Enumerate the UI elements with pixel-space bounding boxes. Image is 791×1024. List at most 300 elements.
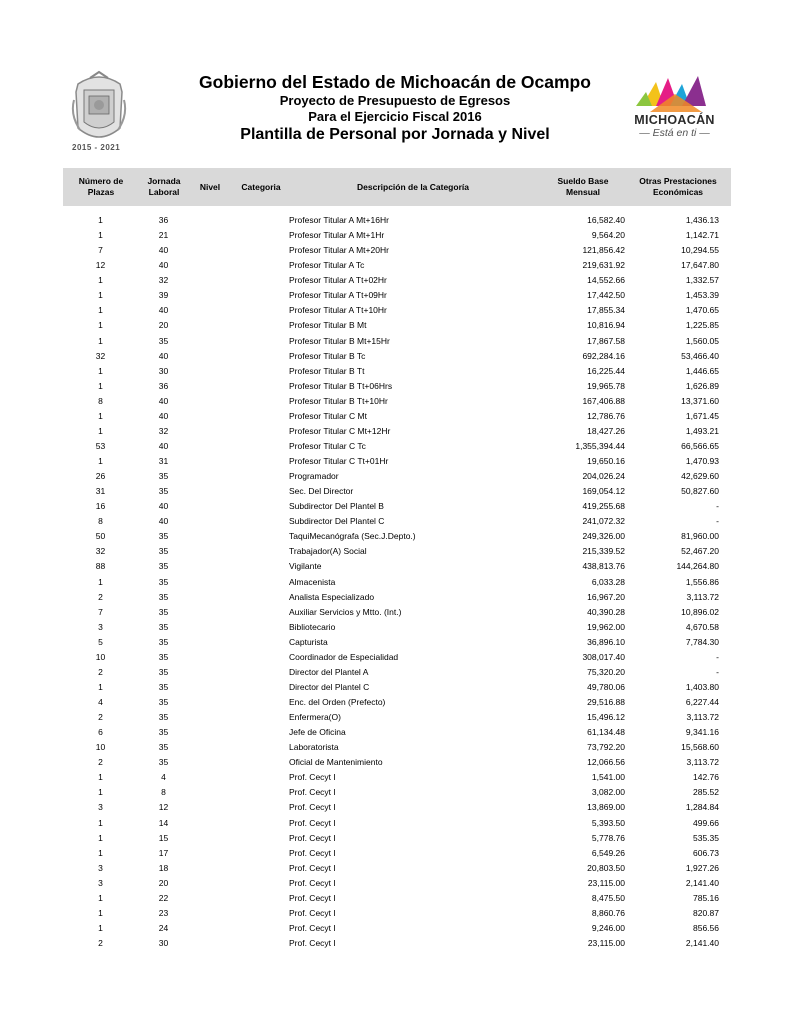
- column-header-otras: Otras Prestaciones Económicas: [639, 176, 717, 197]
- cell-sueldo: 18,427.26: [587, 425, 625, 436]
- cell-sueldo: 308,017.40: [582, 651, 625, 662]
- cell-otras: 2,141.40: [685, 877, 719, 888]
- cell-plazas: 1: [98, 456, 103, 466]
- cell-otras: 785.16: [693, 892, 719, 903]
- table-row: [63, 499, 731, 514]
- cell-plazas: 3: [98, 802, 103, 813]
- cell-plazas: 1: [98, 892, 103, 903]
- column-header-jornada: Jornada Laboral: [147, 176, 181, 197]
- cell-descripcion: Capturista: [289, 636, 328, 647]
- cell-jornada: 35: [158, 606, 169, 617]
- cell-plazas: 1: [98, 275, 103, 286]
- cell-jornada: 35: [158, 636, 169, 647]
- cell-plazas: 8: [98, 516, 103, 527]
- page-subtitle: Proyecto de Presupuesto de Egresos: [279, 93, 511, 108]
- cell-jornada: 20: [158, 320, 169, 331]
- cell-sueldo: 219,631.92: [582, 260, 625, 271]
- cell-otras: 15,568.60: [681, 742, 719, 753]
- cell-sueldo: 13,869.00: [587, 802, 625, 813]
- cell-descripcion: Analista Especializado: [289, 591, 375, 602]
- cell-otras: 142.76: [693, 772, 719, 783]
- cell-plazas: 31: [95, 486, 106, 497]
- cell-descripcion: Director del Plantel A: [289, 666, 369, 677]
- cell-descripcion: Subdirector Del Plantel C: [289, 516, 385, 527]
- cell-otras: 1,927.26: [685, 862, 719, 873]
- cell-descripcion: Profesor Titular C Mt+12Hr: [289, 425, 391, 436]
- cell-otras: 1,284.84: [685, 802, 719, 813]
- cell-otras: 1,470.93: [685, 456, 719, 466]
- table-row: [63, 785, 731, 800]
- cell-descripcion: Director del Plantel C: [289, 681, 370, 692]
- table-body: [63, 213, 731, 951]
- cell-plazas: 2: [98, 591, 103, 602]
- cell-sueldo: 17,867.58: [587, 335, 625, 346]
- table-row: [63, 695, 731, 710]
- cell-sueldo: 438,813.76: [582, 561, 625, 572]
- cell-sueldo: 61,134.48: [587, 727, 625, 738]
- table-row: [63, 575, 731, 590]
- cell-otras: 50,827.60: [681, 486, 719, 497]
- cell-jornada: 35: [158, 757, 169, 768]
- cell-descripcion: Profesor Titular C Mt: [289, 410, 367, 421]
- cell-otras: 1,493.21: [685, 425, 719, 436]
- column-header-categoria: Categoria: [241, 182, 281, 192]
- cell-otras: 13,371.60: [681, 395, 719, 406]
- table-row: [63, 831, 731, 846]
- cell-jornada: 35: [158, 335, 169, 346]
- cell-descripcion: Prof. Cecyt I: [289, 802, 336, 813]
- cell-plazas: 6: [98, 727, 103, 738]
- cell-jornada: 35: [158, 621, 169, 632]
- cell-jornada: 36: [158, 380, 169, 391]
- cell-descripcion: Profesor Titular B Mt: [289, 320, 367, 331]
- table-row: [63, 559, 731, 574]
- cell-otras: 285.52: [693, 787, 719, 798]
- cell-sueldo: 36,896.10: [587, 636, 625, 647]
- cell-plazas: 3: [98, 877, 103, 888]
- cell-descripcion: Profesor Titular A Tc: [289, 260, 365, 271]
- cell-descripcion: Prof. Cecyt I: [289, 772, 336, 783]
- cell-jornada: 14: [158, 817, 169, 828]
- cell-jornada: 40: [158, 350, 169, 361]
- cell-jornada: 35: [158, 471, 169, 482]
- cell-plazas: 1: [98, 832, 103, 843]
- cell-plazas: 1: [98, 380, 103, 391]
- table-row: [63, 605, 731, 620]
- cell-otras: 2,141.40: [685, 938, 719, 948]
- cell-otras: 52,467.20: [681, 546, 719, 557]
- cell-descripcion: Jefe de Oficina: [289, 727, 346, 738]
- cell-descripcion: Prof. Cecyt I: [289, 938, 336, 948]
- table-row: [63, 409, 731, 424]
- cell-otras: 3,113.72: [686, 757, 719, 768]
- cell-sueldo: 15,496.12: [587, 712, 625, 723]
- cell-jornada: 39: [158, 290, 169, 301]
- cell-plazas: 3: [98, 862, 103, 873]
- cell-descripcion: Profesor Titular B Tt: [289, 365, 365, 376]
- column-header-sueldo: Sueldo Base Mensual: [557, 176, 609, 197]
- column-header-nivel: Nivel: [199, 182, 221, 192]
- cell-jornada: 35: [158, 486, 169, 497]
- cell-otras: 3,113.72: [686, 712, 719, 723]
- cell-otras: -: [716, 501, 719, 512]
- cell-sueldo: 16,582.40: [587, 215, 625, 225]
- cell-plazas: 7: [98, 606, 103, 617]
- cell-sueldo: 17,855.34: [587, 305, 625, 316]
- cell-plazas: 10: [95, 651, 106, 662]
- cell-jornada: 32: [158, 275, 169, 286]
- cell-jornada: 12: [158, 802, 169, 813]
- cell-sueldo: 167,406.88: [582, 395, 625, 406]
- table-row: [63, 529, 731, 544]
- cell-sueldo: 8,475.50: [591, 892, 625, 903]
- cell-descripcion: Prof. Cecyt I: [289, 892, 336, 903]
- cell-sueldo: 19,962.00: [587, 621, 625, 632]
- column-header-plazas: Número de Plazas: [78, 176, 124, 197]
- column-header-descripcion: Descripción de la Categoría: [357, 182, 469, 192]
- cell-descripcion: Profesor Titular A Mt+1Hr: [289, 230, 385, 241]
- cell-jornada: 21: [158, 230, 169, 241]
- cell-sueldo: 204,026.24: [582, 471, 625, 482]
- cell-descripcion: Profesor Titular A Mt+16Hr: [289, 215, 389, 225]
- cell-sueldo: 12,786.76: [587, 410, 625, 421]
- cell-sueldo: 419,255.68: [582, 501, 625, 512]
- cell-jornada: 35: [158, 666, 169, 677]
- table-row: [63, 454, 731, 469]
- cell-plazas: 1: [98, 305, 103, 316]
- table-row: [63, 846, 731, 861]
- cell-otras: 606.73: [693, 847, 719, 858]
- document-header: [180, 72, 610, 145]
- seal-years: 2015 - 2021: [72, 143, 121, 152]
- cell-otras: 1,403.80: [685, 681, 719, 692]
- cell-otras: -: [716, 666, 719, 677]
- cell-plazas: 1: [98, 335, 103, 346]
- cell-plazas: 10: [95, 742, 106, 753]
- cell-otras: 10,896.02: [681, 606, 719, 617]
- cell-sueldo: 9,246.00: [591, 922, 625, 933]
- table-row: [63, 936, 731, 951]
- cell-descripcion: Prof. Cecyt I: [289, 907, 336, 918]
- cell-plazas: 2: [98, 757, 103, 768]
- cell-plazas: 88: [95, 561, 106, 572]
- cell-sueldo: 23,115.00: [587, 938, 625, 948]
- cell-jornada: 40: [158, 305, 169, 316]
- cell-sueldo: 75,320.20: [587, 666, 625, 677]
- cell-plazas: 1: [98, 907, 103, 918]
- cell-sueldo: 29,516.88: [587, 697, 625, 707]
- cell-otras: 499.66: [693, 817, 719, 828]
- state-seal-icon: [70, 70, 128, 152]
- logo-tagline: — Está en ti —: [639, 127, 710, 139]
- cell-descripcion: Prof. Cecyt I: [289, 922, 336, 933]
- cell-otras: 42,629.60: [681, 471, 719, 482]
- cell-jornada: 32: [158, 425, 169, 436]
- cell-otras: 1,626.89: [685, 380, 719, 391]
- table-row: [63, 770, 731, 785]
- cell-jornada: 23: [158, 907, 169, 918]
- cell-jornada: 35: [158, 697, 169, 707]
- cell-otras: 1,453.39: [685, 290, 719, 301]
- cell-sueldo: 16,967.20: [587, 591, 625, 602]
- cell-jornada: 40: [158, 440, 169, 451]
- cell-otras: 17,647.80: [681, 260, 719, 271]
- cell-jornada: 35: [158, 712, 169, 723]
- cell-jornada: 40: [158, 410, 169, 421]
- table-row: [63, 334, 731, 349]
- cell-jornada: 35: [158, 531, 169, 542]
- cell-plazas: 1: [98, 817, 103, 828]
- table-row: [63, 740, 731, 755]
- cell-otras: 10,294.55: [681, 245, 719, 256]
- cell-sueldo: 6,033.28: [591, 576, 625, 587]
- cell-plazas: 1: [98, 215, 103, 225]
- table-row: [63, 800, 731, 815]
- cell-plazas: 2: [98, 666, 103, 677]
- cell-otras: 820.87: [693, 907, 719, 918]
- cell-otras: 1,470.65: [685, 305, 719, 316]
- table-row: [63, 228, 731, 243]
- table-row: [63, 303, 731, 318]
- table-row: [63, 876, 731, 891]
- report-title: Plantilla de Personal por Jornada y Nivel: [240, 126, 550, 143]
- cell-plazas: 1: [98, 681, 103, 692]
- cell-otras: 1,225.85: [685, 320, 719, 331]
- table-row: [63, 394, 731, 409]
- cell-sueldo: 17,442.50: [587, 290, 625, 301]
- cell-sueldo: 49,780.06: [587, 681, 625, 692]
- cell-sueldo: 121,856.42: [582, 245, 625, 256]
- cell-jornada: 22: [158, 892, 169, 903]
- cell-plazas: 4: [98, 697, 103, 707]
- cell-otras: 856.56: [693, 922, 719, 933]
- cell-jornada: 35: [158, 727, 169, 738]
- cell-sueldo: 249,326.00: [582, 531, 625, 542]
- cell-descripcion: Profesor Titular B Tt+10Hr: [289, 395, 388, 406]
- cell-jornada: 4: [161, 772, 166, 783]
- cell-descripcion: Enfermera(O): [289, 712, 341, 723]
- cell-plazas: 2: [98, 938, 103, 948]
- cell-sueldo: 3,082.00: [591, 787, 625, 798]
- cell-jornada: 8: [161, 787, 166, 798]
- table-row: [63, 906, 731, 921]
- cell-jornada: 30: [158, 938, 169, 948]
- table-row: [63, 680, 731, 695]
- cell-jornada: 15: [158, 832, 169, 843]
- cell-plazas: 1: [98, 365, 103, 376]
- cell-plazas: 32: [95, 546, 106, 557]
- cell-descripcion: Trabajador(A) Social: [289, 546, 367, 557]
- table-row: [63, 379, 731, 394]
- table-row: [63, 258, 731, 273]
- table-row: [63, 620, 731, 635]
- cell-descripcion: Oficial de Mantenimiento: [289, 757, 383, 768]
- cell-jornada: 35: [158, 561, 169, 572]
- cell-plazas: 1: [98, 425, 103, 436]
- cell-otras: 1,556.86: [685, 576, 719, 587]
- cell-jornada: 30: [158, 365, 169, 376]
- cell-sueldo: 215,339.52: [582, 546, 625, 557]
- cell-plazas: 1: [98, 847, 103, 858]
- cell-plazas: 1: [98, 576, 103, 587]
- table-header: [63, 168, 731, 206]
- cell-jornada: 35: [158, 651, 169, 662]
- cell-sueldo: 9,564.20: [591, 230, 625, 241]
- cell-jornada: 40: [158, 516, 169, 527]
- cell-descripcion: Prof. Cecyt I: [289, 877, 336, 888]
- table-row: [63, 349, 731, 364]
- table-row: [63, 725, 731, 740]
- cell-otras: 9,341.16: [685, 727, 719, 738]
- cell-descripcion: Profesor Titular C Tc: [289, 440, 366, 451]
- cell-jornada: 24: [158, 922, 169, 933]
- cell-sueldo: 169,054.12: [582, 486, 625, 497]
- cell-plazas: 1: [98, 787, 103, 798]
- cell-otras: 6,227.44: [685, 697, 719, 707]
- cell-plazas: 1: [98, 230, 103, 241]
- cell-plazas: 2: [98, 712, 103, 723]
- cell-plazas: 53: [95, 440, 106, 451]
- cell-sueldo: 6,549.26: [591, 847, 625, 858]
- table-row: [63, 514, 731, 529]
- cell-jornada: 40: [158, 260, 169, 271]
- cell-otras: 81,960.00: [681, 531, 719, 542]
- cell-descripcion: Auxiliar Servicios y Mtto. (Int.): [289, 606, 402, 617]
- cell-sueldo: 5,393.50: [591, 817, 625, 828]
- cell-plazas: 8: [98, 395, 103, 406]
- cell-plazas: 3: [98, 621, 103, 632]
- table-row: [63, 273, 731, 288]
- table-row: [63, 288, 731, 303]
- cell-descripcion: Prof. Cecyt I: [289, 817, 336, 828]
- cell-jornada: 40: [158, 501, 169, 512]
- table-row: [63, 424, 731, 439]
- cell-otras: 1,142.71: [685, 230, 719, 241]
- cell-plazas: 7: [98, 245, 103, 256]
- cell-descripcion: Coordinador de Especialidad: [289, 651, 399, 662]
- cell-otras: 4,670.58: [685, 621, 719, 632]
- cell-plazas: 26: [95, 471, 106, 482]
- cell-jornada: 40: [158, 245, 169, 256]
- table-row: [63, 590, 731, 605]
- cell-descripcion: Laboratorista: [289, 742, 339, 753]
- cell-sueldo: 1,541.00: [591, 772, 625, 783]
- cell-descripcion: Prof. Cecyt I: [289, 787, 336, 798]
- cell-descripcion: Profesor Titular B Mt+15Hr: [289, 335, 390, 346]
- cell-jornada: 20: [158, 877, 169, 888]
- cell-sueldo: 1,355,394.44: [575, 440, 625, 451]
- cell-jornada: 31: [158, 456, 169, 466]
- table-row: [63, 243, 731, 258]
- cell-plazas: 1: [98, 410, 103, 421]
- cell-sueldo: 40,390.28: [587, 606, 625, 617]
- cell-jornada: 35: [158, 742, 169, 753]
- logo-wordmark: MICHOACÁN: [634, 113, 715, 127]
- cell-plazas: 12: [95, 260, 106, 271]
- table-row: [63, 635, 731, 650]
- cell-jornada: 35: [158, 546, 169, 557]
- cell-descripcion: Programador: [289, 471, 339, 482]
- cell-descripcion: Prof. Cecyt I: [289, 847, 336, 858]
- table-row: [63, 891, 731, 906]
- cell-jornada: 35: [158, 681, 169, 692]
- table-row: [63, 439, 731, 454]
- cell-otras: 535.35: [693, 832, 719, 843]
- cell-jornada: 35: [158, 576, 169, 587]
- cell-jornada: 18: [158, 862, 169, 873]
- table-row: [63, 816, 731, 831]
- cell-sueldo: 10,816.94: [587, 320, 625, 331]
- cell-otras: -: [716, 651, 719, 662]
- table-row: [63, 484, 731, 499]
- cell-plazas: 32: [95, 350, 106, 361]
- cell-plazas: 1: [98, 290, 103, 301]
- cell-sueldo: 241,072.32: [582, 516, 625, 527]
- table-row: [63, 861, 731, 876]
- table-row: [63, 710, 731, 725]
- cell-descripcion: Profesor Titular A Tt+09Hr: [289, 290, 387, 301]
- cell-descripcion: Enc. del Orden (Prefecto): [289, 697, 386, 707]
- cell-descripcion: Profesor Titular A Mt+20Hr: [289, 245, 389, 256]
- cell-descripcion: Profesor Titular A Tt+02Hr: [289, 275, 387, 286]
- cell-descripcion: Almacenista: [289, 576, 336, 587]
- table-row: [63, 921, 731, 936]
- cell-sueldo: 16,225.44: [587, 365, 625, 376]
- table-row: [63, 665, 731, 680]
- cell-descripcion: Sec. Del Director: [289, 486, 354, 497]
- cell-sueldo: 73,792.20: [587, 742, 625, 753]
- cell-plazas: 16: [95, 501, 106, 512]
- cell-sueldo: 12,066.56: [587, 757, 625, 768]
- cell-plazas: 50: [95, 531, 106, 542]
- cell-otras: 1,332.57: [685, 275, 719, 286]
- cell-otras: -: [716, 516, 719, 527]
- cell-otras: 7,784.30: [685, 636, 719, 647]
- table-row: [63, 755, 731, 770]
- cell-sueldo: 14,552.66: [587, 275, 625, 286]
- page-title: Gobierno del Estado de Michoacán de Ocampo: [199, 72, 591, 92]
- cell-jornada: 35: [158, 591, 169, 602]
- cell-otras: 3,113.72: [686, 591, 719, 602]
- cell-otras: 1,446.65: [685, 365, 719, 376]
- cell-plazas: 1: [98, 922, 103, 933]
- cell-sueldo: 20,803.50: [587, 862, 625, 873]
- cell-otras: 1,671.45: [685, 410, 719, 421]
- table-row: [63, 650, 731, 665]
- table-row: [63, 318, 731, 333]
- cell-descripcion: Prof. Cecyt I: [289, 862, 336, 873]
- cell-descripcion: Profesor Titular A Tt+10Hr: [289, 305, 387, 316]
- table-row: [63, 213, 731, 228]
- cell-plazas: 5: [98, 636, 103, 647]
- cell-descripcion: Prof. Cecyt I: [289, 832, 336, 843]
- cell-descripcion: Profesor Titular B Tt+06Hrs: [289, 380, 393, 391]
- cell-descripcion: Bibliotecario: [289, 621, 336, 632]
- cell-plazas: 1: [98, 320, 103, 331]
- cell-jornada: 36: [158, 215, 169, 225]
- cell-descripcion: Profesor Titular C Tt+01Hr: [289, 456, 389, 466]
- cell-descripcion: TaquiMecanógrafa (Sec.J.Depto.): [289, 531, 416, 542]
- table-row: [63, 544, 731, 559]
- cell-sueldo: 23,115.00: [587, 877, 625, 888]
- table-row: [63, 364, 731, 379]
- cell-sueldo: 5,778.76: [591, 832, 625, 843]
- cell-sueldo: 8,860.76: [591, 907, 625, 918]
- cell-jornada: 17: [158, 847, 169, 858]
- fiscal-year-subtitle: Para el Ejercicio Fiscal 2016: [308, 109, 482, 124]
- cell-otras: 1,436.13: [685, 215, 719, 225]
- cell-descripcion: Profesor Titular B Tc: [289, 350, 366, 361]
